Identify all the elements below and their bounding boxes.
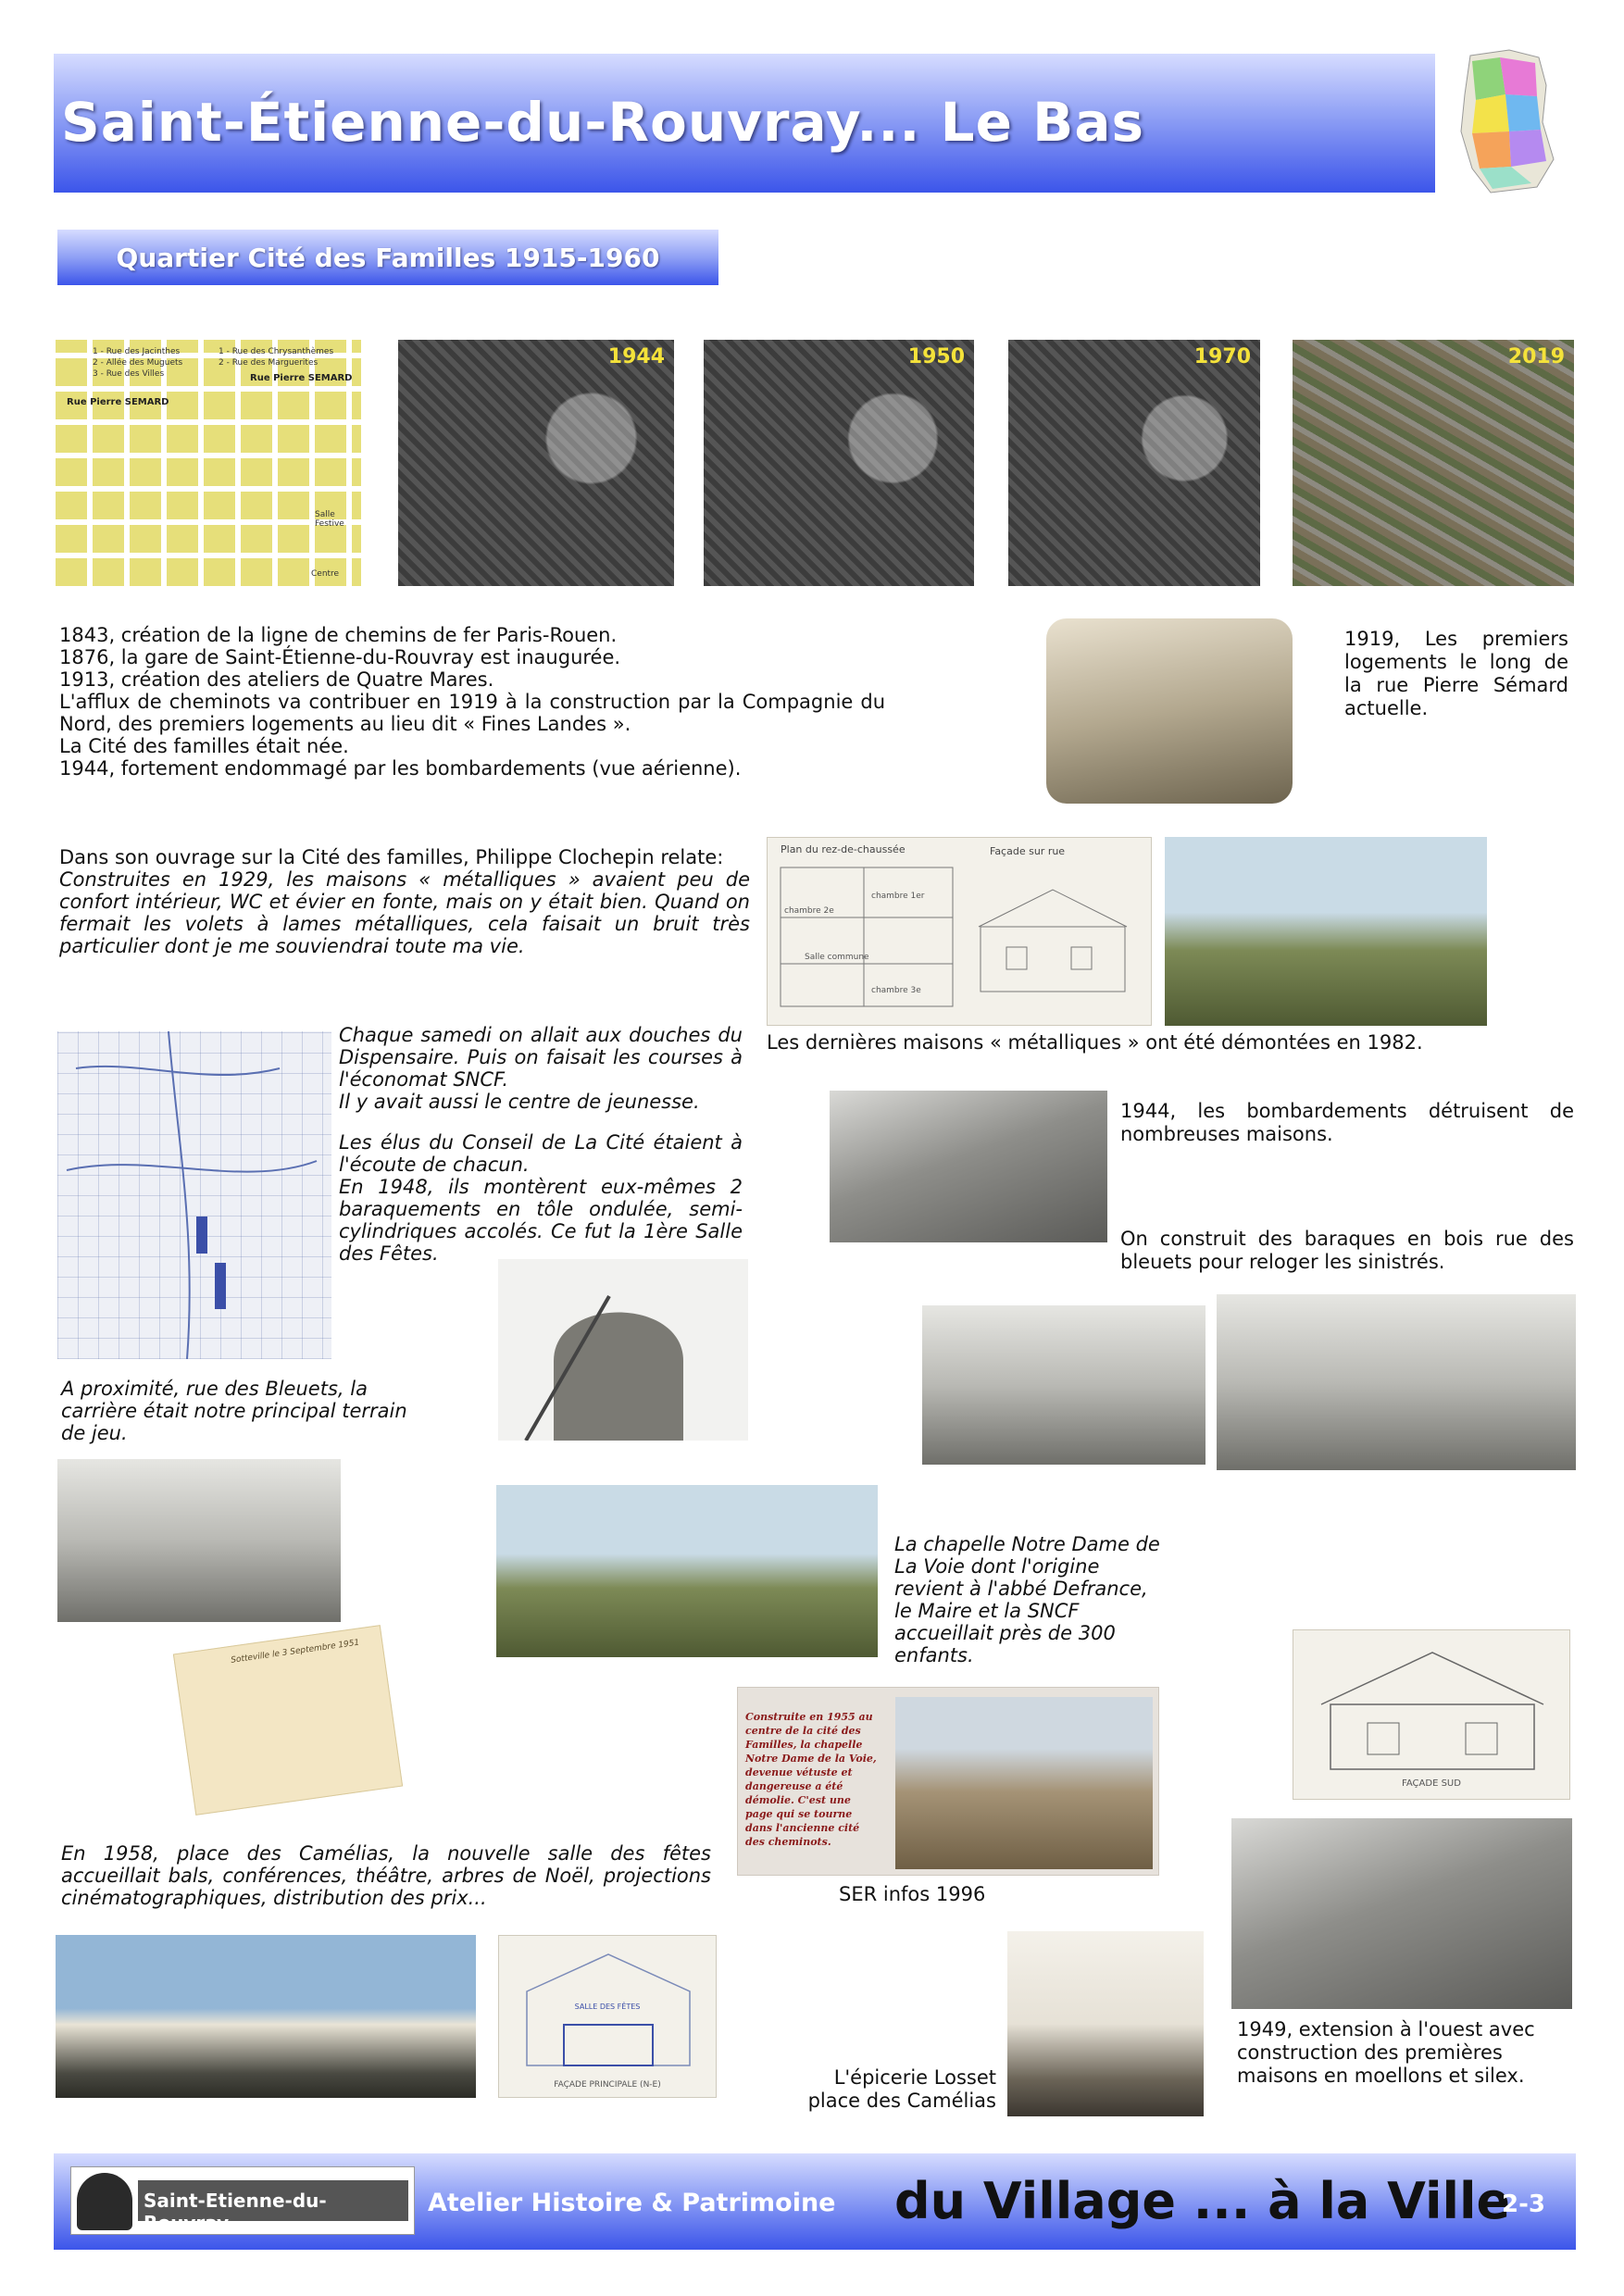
plan-room-label: chambre 1er: [871, 892, 925, 901]
caption-1919: 1919, Les premiers logements le long de la rue Pierre Sémard actuelle.: [1344, 628, 1568, 719]
map-label: Rue Pierre SEMARD: [250, 373, 353, 383]
aerial-photo-1944: [398, 340, 674, 586]
bombed-house-1944-photo: [830, 1091, 1107, 1242]
clochepin-quote: Construites en 1929, les maisons « métalliques » avaient peu de confort intérieur, WC et évier en fonte, mais on y était bien. Quand on fermait les volets à lames métalliques, cela faisait un bruit très particulier dont je me souviendrai toute ma vie.: [59, 868, 750, 957]
header-banner: [54, 54, 1435, 193]
aerial-photo-2019: [1293, 340, 1574, 586]
caption-1958-salle-des-fetes: En 1958, place des Camélias, la nouvelle salle des fêtes accueillait bals, conférences, théâtre, arbres de Noël, projections cinématographiques, distribution des prix...: [61, 1842, 711, 1909]
facade-principale-label: FAÇADE PRINCIPALE (N-E): [554, 2080, 661, 2090]
history-line: 1876, la gare de Saint-Étienne-du-Rouvray est inaugurée.: [59, 646, 621, 668]
extension-1949-photo: [1231, 1818, 1572, 2009]
caption-carriere: A proximité, rue des Bleuets, la carrière était notre principal terrain de jeu.: [61, 1378, 407, 1444]
history-line: 1913, création des ateliers de Quatre Mares.: [59, 668, 494, 691]
plan-title: Plan du rez-de-chaussée: [781, 843, 906, 855]
map-label: Centre: [311, 569, 340, 579]
clipping-photo: [895, 1697, 1153, 1869]
site-plan-blueprint: [57, 1031, 331, 1359]
facade-sud-drawing: [1293, 1629, 1570, 1800]
aerial-year-label: 1944: [607, 345, 665, 368]
clochepin-block: [59, 846, 750, 957]
logo-text: Saint-Etienne-du-Rouvray: [144, 2190, 327, 2234]
plan-sketch: [775, 862, 1145, 1019]
map-label: 1 - Rue des Jacinthes: [93, 347, 181, 356]
street-map: [56, 340, 361, 586]
caption-1944-bombardments: 1944, les bombardements détruisent de nombreuses maisons.: [1120, 1100, 1574, 1145]
salle-des-fetes-sign: SALLE DES FÊTES: [574, 2003, 641, 2011]
samedi-p2: Il y avait aussi le centre de jeunesse.: [339, 1091, 700, 1113]
map-label: 2 - Rue des Marguerites: [219, 358, 319, 368]
map-label: 3 - Rue des Villes: [93, 369, 165, 379]
caption-chapelle: La chapelle Notre Dame de La Voie dont l'origine revient à l'abbé Defrance, le Maire et la SNCF accueillait près de 300 enfants.: [894, 1533, 1160, 1666]
wooden-barracks-photo-2: [1217, 1294, 1576, 1470]
history-line: 1843, création de la ligne de chemins de fer Paris-Rouen.: [59, 624, 618, 646]
caption-epicerie: L'épicerie Losset place des Camélias: [807, 2066, 996, 2112]
wooden-barracks-photo-1: [922, 1305, 1206, 1465]
aerial-year-label: 1950: [907, 345, 965, 368]
map-label: 1 - Rue des Chrysanthèmes: [219, 347, 334, 356]
clochepin-intro: Dans son ouvrage sur la Cité des familles, Philippe Clochepin relate:: [59, 846, 724, 868]
history-line: La Cité des familles était née.: [59, 735, 349, 757]
caption-ser-infos: SER infos 1996: [839, 1883, 986, 1905]
map-label: Salle Festive: [315, 510, 344, 529]
samedi-p4: En 1948, ils montèrent eux-mêmes 2 baraquements en tôle ondulée, semi-cylindriques accolés. Ce fut la 1ère Salle des Fêtes.: [339, 1176, 743, 1265]
plan-room-label: chambre 2e: [784, 906, 834, 916]
city-logo: [70, 2166, 415, 2235]
quarry-photo: [57, 1459, 341, 1622]
caption-wooden-barracks: On construit des baraques en bois rue des bleuets pour reloger les sinistrés.: [1120, 1228, 1574, 1273]
quonset-sketch: [498, 1259, 748, 1441]
salle-des-fetes-photo: [56, 1935, 476, 2098]
house-plan-drawing: [767, 837, 1152, 1026]
facade-principale-drawing: [498, 1935, 717, 2098]
history-line: 1944, fortement endommagé par les bombardements (vue aérienne).: [59, 757, 742, 780]
quonset-hut-construction-photo: [498, 1259, 748, 1441]
samedi-p3: Les élus du Conseil de La Cité étaient à l'écoute de chacun.: [339, 1131, 743, 1176]
section-subtitle-banner: [57, 230, 718, 285]
epicerie-losset-photo: [1007, 1931, 1204, 2116]
map-label: Rue Pierre SEMARD: [67, 397, 169, 407]
letter-date: Sotteville le 3 Septembre 1951: [230, 1638, 360, 1666]
plan-room-label: chambre 3e: [871, 986, 921, 995]
aerial-photo-1970: [1008, 340, 1260, 586]
plan-room-label: Salle commune: [805, 953, 869, 962]
caption-metal-houses-demolished: Les dernières maisons « métalliques » ont été démontées en 1982.: [767, 1031, 1423, 1054]
section-subtitle: Quartier Cité des Familles 1915-1960: [116, 243, 660, 273]
chapel-photo: [496, 1485, 878, 1657]
map-label: 2 - Allée des Muguets: [93, 358, 183, 368]
newspaper-clipping: [737, 1687, 1159, 1876]
facade-sud-label: FAÇADE SUD: [1402, 1778, 1461, 1789]
footer-slogan: du Village ... à la Ville: [894, 2172, 1511, 2230]
metal-houses-photo: [1165, 837, 1487, 1026]
history-text: [59, 624, 885, 780]
footer-atelier: Atelier Histoire & Patrimoine: [428, 2189, 836, 2217]
facade-title: Façade sur rue: [990, 845, 1066, 857]
aerial-photo-1950: [704, 340, 974, 586]
logo-head-icon: [77, 2173, 132, 2230]
samedi-text: [339, 1024, 743, 1265]
facade-sud-sketch: [1293, 1630, 1570, 1800]
district-map-thumbnail: [1454, 48, 1557, 194]
page-title: Saint-Étienne-du-Rouvray... Le Bas: [61, 91, 1145, 154]
aerial-year-label: 2019: [1507, 345, 1565, 368]
footer-page-number: 2-3: [1502, 2190, 1545, 2218]
facade-principale-sketch: [499, 1936, 717, 2098]
history-line: L'afflux de cheminots va contribuer en 1919 à la construction par la Compagnie du Nord, des premiers logements au lieu dit « Fines Landes ».: [59, 691, 885, 735]
samedi-p1: Chaque samedi on allait aux douches du Dispensaire. Puis on faisait les courses à l'économat SNCF.: [339, 1024, 743, 1091]
logo-band: [138, 2180, 408, 2234]
clipping-text: Construite en 1955 au centre de la cité des Familles, la chapelle Notre Dame de la Voie, devenue vétuste et dangereuse a été démolie. C'est une page qui se tourne dans l'ancienne cité des cheminots.: [745, 1711, 877, 1848]
photo-1919-street: [1046, 618, 1293, 804]
handwritten-letter: [173, 1625, 403, 1816]
site-plan-sketch: [57, 1031, 331, 1359]
footer-banner: [54, 2153, 1576, 2250]
aerial-year-label: 1970: [1193, 345, 1251, 368]
caption-1949-extension: 1949, extension à l'ouest avec construction des premières maisons en moellons et silex.: [1237, 2018, 1535, 2087]
